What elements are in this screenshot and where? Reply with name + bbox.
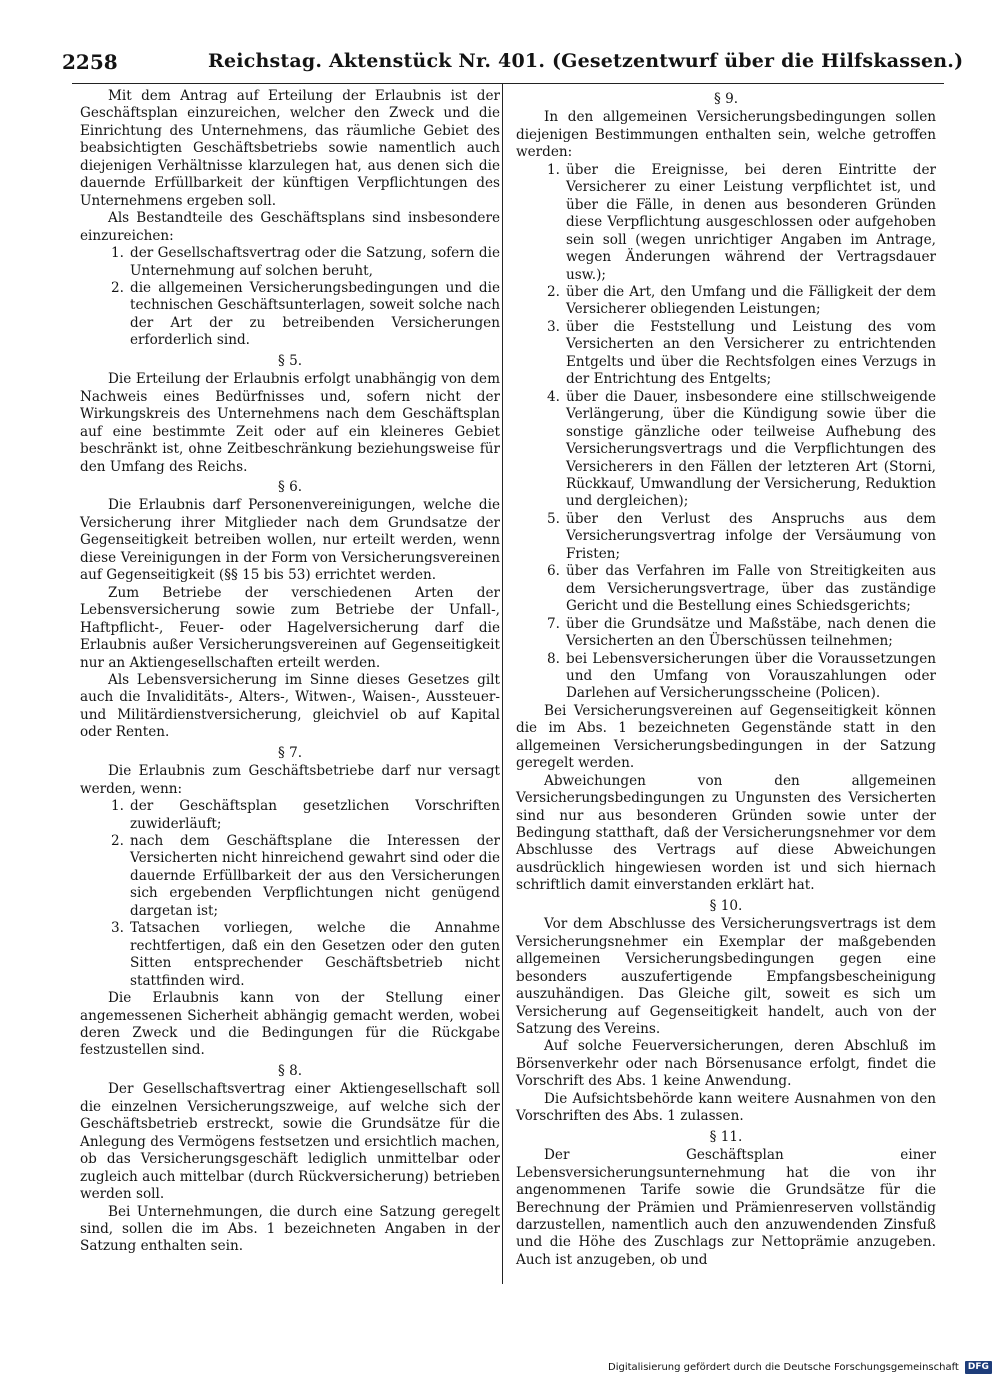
paragraph: Mit dem Antrag auf Erteilung der Erlaubnis ist der Geschäftsplan einzureichen, welcher den Zweck und die Einrichtung des Unternehmens, das räumliche Gebiet des beabsichtigten Geschäftsbetriebs sowie namentlich auch diejenigen Verhältnisse klarzulegen hat, aus denen sich die dauernde Erfüllbarkeit der künftigen Verpflichtungen des Unternehmens ergeben soll. <box>80 88 500 209</box>
list-item: 2. über die Art, den Umfang und die Fälligkeit der dem Versicherer obliegenden Leistungen; <box>547 283 936 318</box>
list-item: 6. über das Verfahren im Falle von Streitigkeiten aus dem Versicherungsvertrage, über das zuständige Gericht und die Bestellung eines Schiedsgerichts; <box>547 563 936 615</box>
paragraph: Die Erlaubnis kann von der Stellung einer angemessenen Sicherheit abhängig gemacht werden, wobei deren Zweck und die Bedingungen für die Rückgabe festzustellen sind. <box>80 990 500 1059</box>
enumeration <box>80 798 500 990</box>
footer <box>608 1361 992 1374</box>
paragraph: Als Bestandteile des Geschäftsplans sind insbesondere einzureichen: <box>80 210 500 244</box>
left-column <box>80 88 500 1256</box>
section-heading: § 8. <box>277 1062 303 1079</box>
section-heading: § 11. <box>709 1128 743 1145</box>
paragraph: Vor dem Abschlusse des Versicherungsvertrags ist dem Versicherungsnehmer ein Exemplar der maßgebenden allgemeinen Versicherungsbedingungen gegen eine besonders auszufertigende Empfangsbescheinigung auszuhändigen. Das Gleiche gilt, soweit es sich um Versicherung auf Gegenseitigkeit handelt, auch von der Satzung des Vereins. <box>516 916 936 1038</box>
list-item: 3. über die Feststellung und Leistung des vom Versicherten an den Versicherer zu entrichtenden Entgelts und über die Rechtsfolgen eines Verzugs in der Entrichtung des Entgelts; <box>547 318 936 388</box>
section-heading: § 9. <box>713 91 739 107</box>
enumeration <box>80 245 500 350</box>
paragraph: Der Geschäftsplan einer Lebensversicherungsunternehmung hat die von ihr angenommenen Tarife sowie die Grundsätze für die Berechnung der Prämien und Prämienreserven vollständig darzustellen, namentlich auch den anzuwendenden Zinsfuß und die Höhe des Zuschlags zur Nettoprämie anzugeben. Auch ist anzugeben, ob und <box>516 1147 936 1268</box>
paragraph: Die Erlaubnis zum Geschäftsbetriebe darf nur versagt werden, wenn: <box>80 763 500 797</box>
paragraph: Bei Versicherungsvereinen auf Gegenseitigkeit können die im Abs. 1 bezeichneten Gegenstände statt in den allgemeinen Versicherungsbedingungen in der Satzung geregelt werden. <box>516 702 936 772</box>
section-heading: § 5. <box>277 352 303 369</box>
page-header <box>62 38 964 78</box>
list-item: 7. über die Grundsätze und Maßstäbe, nach denen die Versicherten an den Überschüssen teilnehmen; <box>547 615 936 650</box>
list-item: 2. nach dem Geschäftsplane die Interessen der Versicherten nicht hinreichend gewahrt sind oder die dauernde Erfüllbarkeit der aus den Versicherungen sich ergebenden Verpflichtungen nicht genügend dargetan ist; <box>111 833 500 919</box>
header-rule <box>72 83 944 84</box>
list-item: 3. Tatsachen vorliegen, welche die Annahme rechtfertigen, daß ein den Gesetzen oder den guten Sitten entsprechender Geschäftsbetrieb nicht stattfinden wird. <box>111 920 500 989</box>
paragraph: Als Lebensversicherung im Sinne dieses Gesetzes gilt auch die Invaliditäts-, Alters-, Witwen-, Waisen-, Aussteuer- und Militärdienstversicherung, gleichviel ob auf Kapital oder Renten. <box>80 671 500 741</box>
paragraph: Zum Betriebe der verschiedenen Arten der Lebensversicherung sowie zum Betriebe der Unfall-, Haftpflicht-, Feuer- oder Hagelversicherung darf die Erlaubnis außer Versicherungsvereinen auf Gegenseitigkeit nur an Aktiengesellschaften erteilt werden. <box>80 584 500 671</box>
footer-credit: Digitalisierung gefördert durch die Deutsche Forschungsgemeinschaft <box>608 1362 959 1373</box>
list-item: 1. der Geschäftsplan gesetzlichen Vorschriften zuwiderläuft; <box>111 798 500 832</box>
section-heading: § 10. <box>709 897 743 914</box>
right-column <box>516 88 936 1269</box>
list-item: 5. über den Verlust des Anspruchs aus dem Versicherungsvertrag infolge der Versäumung von Fristen; <box>547 510 936 562</box>
paragraph: Die Erlaubnis darf Personenvereinigungen, welche die Versicherung ihrer Mitglieder nach dem Grundsatze der Gegenseitigkeit betreiben wollen, nur erteilt werden, wenn diese Vereinigungen in der Form von Versicherungsvereinen auf Gegenseitigkeit (§§ 15 bis 53) errichtet werden. <box>80 497 500 584</box>
dfg-logo-icon: DFG <box>965 1361 992 1374</box>
paragraph: Abweichungen von den allgemeinen Versicherungsbedingungen zu Ungunsten des Versicherten sind nur aus besonderen Gründen sowie unter der Bedingung statthaft, daß der Versicherungsnehmer vor dem Abschlusse des Vertrags auf diese Abweichungen ausdrücklich hingewiesen worden ist und sich hiernach schriftlich damit einverstanden erklärt hat. <box>516 772 936 894</box>
section-heading: § 7. <box>277 744 303 761</box>
section-heading: § 6. <box>277 478 303 495</box>
paragraph: Der Gesellschaftsvertrag einer Aktiengesellschaft soll die einzelnen Versicherungszweige, auf welche sich der Geschäftsbetrieb erstreckt, sowie die Grundsätze für die Anlegung des Vermögens festsetzen und ersichtlich machen, ob das Versicherungsgeschäft lediglich unmittelbar oder zugleich auch mittelbar (durch Rückversicherung) betrieben werden soll. <box>80 1081 500 1203</box>
enumeration <box>516 162 936 703</box>
paragraph: Auf solche Feuerversicherungen, deren Abschluß im Börsenverkehr oder nach Börsenusance erfolgt, findet die Vorschrift des Abs. 1 keine Anwendung. <box>516 1038 936 1090</box>
page-number: 2258 <box>62 50 118 74</box>
paragraph: Die Erteilung der Erlaubnis erfolgt unabhängig von dem Nachweis eines Bedürfnisses und, sofern nicht der Wirkungskreis des Unternehmens nach dem Geschäftsplan auf eine bestimmte Zeit oder auf ein kleineres Gebiet beschränkt ist, ohne Zeitbeschränkung beziehungsweise für den Umfang des Reichs. <box>80 371 500 475</box>
page-title: Reichstag. Aktenstück Nr. 401. (Gesetzentwurf über die Hilfskassen.) <box>208 50 964 72</box>
list-item: 4. über die Dauer, insbesondere eine stillschweigende Verlängerung, über die Kündigung sowie über die sonstige gänzliche oder teilweise Aufhebung des Versicherungsvertrags und die Verpflichtungen des Versicherers in den Fällen der letzteren Art (Storni, Rückkauf, Umwandlung der Versicherung, Reduktion und dergleichen); <box>547 388 936 510</box>
list-item: 1. über die Ereignisse, bei deren Eintritte der Versicherer zu einer Leistung verpflichtet ist, und über die Fälle, in denen aus besonderen Gründen diese Verpflichtung ausgeschlossen oder aufgehoben sein soll (wegen unrichtiger Angaben im Antrage, wegen Änderungen während der Vertragsdauer usw.); <box>547 161 936 283</box>
column-divider <box>502 84 503 1284</box>
list-item: 1. der Gesellschaftsvertrag oder die Satzung, sofern die Unternehmung auf solchen beruht, <box>111 245 500 279</box>
list-item: 2. die allgemeinen Versicherungsbedingungen und die technischen Geschäftsunterlagen, soweit solche nach der Art der zu betreibenden Versicherungen erforderlich sind. <box>111 279 500 349</box>
list-item: 8. bei Lebensversicherungen über die Voraussetzungen und den Umfang von Vorauszahlungen oder Darlehen auf Versicherungsscheine (Policen). <box>547 650 936 702</box>
paragraph: In den allgemeinen Versicherungsbedingungen sollen diejenigen Bestimmungen enthalten sein, welche getroffen werden: <box>516 109 936 161</box>
paragraph: Bei Unternehmungen, die durch eine Satzung geregelt sind, sollen die im Abs. 1 bezeichneten Angaben in der Satzung enthalten sein. <box>80 1203 500 1255</box>
paragraph: Die Aufsichtsbehörde kann weitere Ausnahmen von den Vorschriften des Abs. 1 zulassen. <box>516 1090 936 1125</box>
